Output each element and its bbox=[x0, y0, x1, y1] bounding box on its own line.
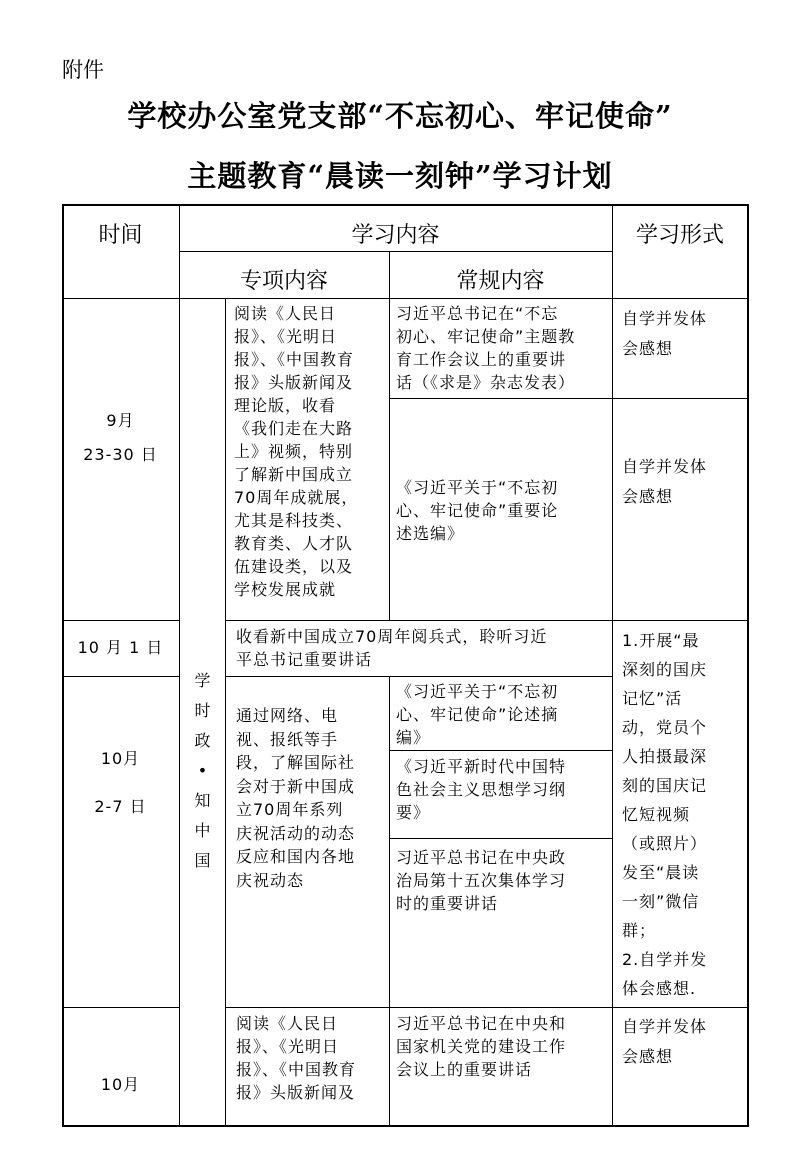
row3-regular-content-b: 《习近平新时代中国特 色社会主义思想学习纲 要》 bbox=[396, 757, 567, 822]
table-border-bottom bbox=[62, 1125, 748, 1127]
row1-form-b: 自学并发体 会感想 bbox=[622, 457, 708, 506]
row1-form-divider bbox=[612, 398, 748, 399]
attachment-label: 附件 bbox=[62, 58, 104, 82]
header-content: 学习内容 bbox=[351, 223, 440, 248]
vertical-theme-label: 学 时 政 • 知 中 国 bbox=[194, 671, 211, 870]
row-sep-2-time bbox=[62, 676, 179, 677]
row3-regular-divider-1 bbox=[389, 750, 612, 751]
row-sep-3 bbox=[225, 1007, 748, 1008]
row1-regular-divider bbox=[389, 398, 612, 399]
row1-special-content: 阅读《人民日 报》、《光明日 报》、《中国教育 报》头版新闻及 理论版，收看 《我们走在大路 上》视频，特别 了解新中国成立 70周年成就展， 尤其是科技类、 教育类、人才队 伍建设类，以及 学校发展成就 bbox=[234, 304, 359, 599]
row-sep-1 bbox=[225, 620, 748, 621]
row-sep-1-time bbox=[62, 620, 179, 621]
table-border-right bbox=[747, 204, 749, 1127]
row1-form-a: 自学并发体 会感想 bbox=[622, 309, 708, 358]
header-special: 专项内容 bbox=[239, 269, 328, 294]
row-sep-3-time bbox=[62, 1007, 179, 1008]
document-title-line2: 主题教育“晨读一刻钟”学习计划 bbox=[187, 159, 613, 193]
table-border-top bbox=[62, 204, 748, 206]
row1-time: 9月 23-30 日 bbox=[83, 411, 158, 464]
col-line-special-1 bbox=[389, 251, 390, 620]
document-title-line1: 学校办公室党支部“不忘初心、牢记使命” bbox=[127, 99, 673, 133]
row-sep-2 bbox=[225, 676, 612, 677]
header-divider bbox=[179, 251, 612, 252]
row3-regular-content-c: 习近平总书记在中央政 治局第十五次集体学习 时的重要讲话 bbox=[396, 848, 567, 913]
row4-special-content: 阅读《人民日 报》、《光明日 报》、《中国教育 报》头版新闻及 bbox=[236, 1014, 357, 1102]
row3-special-content: 通过网络、电 视、报纸等手 段，了解国际社 会对于新中国成 立70周年系列 庆祝活动的动态 反应和国内各地 庆祝动态 bbox=[236, 706, 356, 890]
row3-regular-content-a: 《习近平关于“不忘初 心、牢记使命”论述摘 编》 bbox=[396, 682, 559, 747]
header-form: 学习形式 bbox=[635, 223, 724, 248]
row4-time: 10月 bbox=[100, 1075, 141, 1094]
row3-regular-divider-2 bbox=[389, 838, 612, 839]
row2-merged-content: 收看新中国成立70周年阅兵式，聆听习近 平总书记重要讲话 bbox=[236, 627, 548, 669]
row2-3-form: 1.开展“最 深刻的国庆 记忆”活 动，党员个 人拍摄最深 刻的国庆记 忆短视频 （或照片） 发至“晨读 一刻”微信 群； 2.自学并发 体会感想. bbox=[622, 631, 708, 998]
row1-regular-content-a: 习近平总书记在“不忘 初心、牢记使命”主题教 育工作会议上的重要讲 话（《求是》杂志发表） bbox=[396, 304, 576, 392]
row2-time: 10 月 1 日 bbox=[77, 638, 164, 657]
row3-time: 10月 2-7 日 bbox=[94, 749, 147, 816]
row4-form: 自学并发体 会感想 bbox=[622, 1017, 708, 1066]
col-line-regular bbox=[612, 204, 613, 1127]
table-border-left bbox=[62, 204, 64, 1127]
header-time: 时间 bbox=[98, 223, 143, 248]
row4-regular-content: 习近平总书记在中央和 国家机关党的建设工作 会议上的重要讲话 bbox=[396, 1014, 567, 1079]
header-bottom-line bbox=[62, 298, 748, 299]
col-line-special-2 bbox=[389, 676, 390, 1127]
col-line-vertical-label bbox=[225, 298, 226, 1127]
header-regular: 常规内容 bbox=[456, 269, 545, 294]
row1-regular-content-b: 《习近平关于“不忘初 心、牢记使命”重要论 述选编》 bbox=[396, 478, 559, 543]
